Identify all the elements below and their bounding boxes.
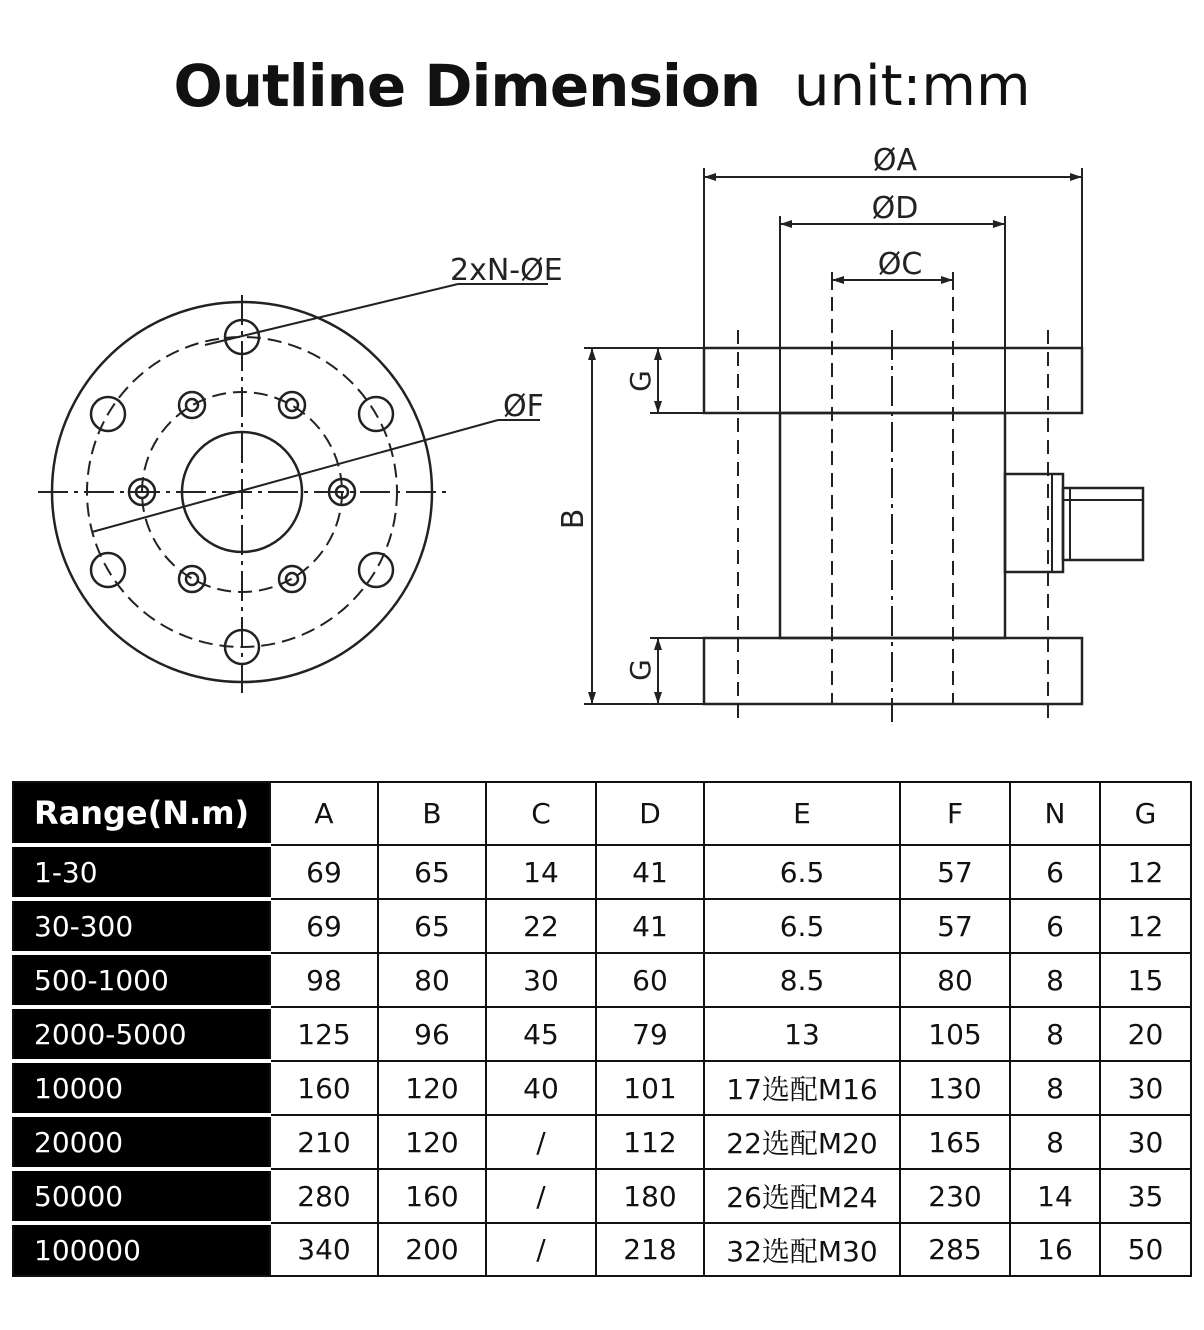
header-col-d: D xyxy=(596,782,704,845)
table-row xyxy=(13,1223,1191,1276)
header-row xyxy=(13,782,1191,845)
value-cell: 12 xyxy=(1100,845,1191,899)
table-row xyxy=(13,1115,1191,1169)
value-cell: 35 xyxy=(1100,1169,1191,1223)
range-cell: 30-300 xyxy=(13,899,270,953)
value-cell: 22选配M20 xyxy=(704,1115,900,1169)
connector-base xyxy=(1005,474,1063,572)
outline-drawing xyxy=(0,130,1204,730)
value-cell: 80 xyxy=(378,953,486,1007)
table-row xyxy=(13,845,1191,899)
label-flange-dia: ØA xyxy=(872,143,918,178)
title-main: Outline Dimension xyxy=(173,52,761,120)
value-cell: 65 xyxy=(378,845,486,899)
range-cell: 10000 xyxy=(13,1061,270,1115)
label-flange-thickness-top: G xyxy=(624,370,657,392)
value-cell: 57 xyxy=(900,899,1010,953)
value-cell: 8 xyxy=(1010,1007,1100,1061)
header-col-f: F xyxy=(900,782,1010,845)
header-col-g: G xyxy=(1100,782,1191,845)
value-cell: 80 xyxy=(900,953,1010,1007)
value-cell: 120 xyxy=(378,1061,486,1115)
value-cell: 14 xyxy=(1010,1169,1100,1223)
value-cell: 32选配M30 xyxy=(704,1223,900,1276)
value-cell: 130 xyxy=(900,1061,1010,1115)
header-col-b: B xyxy=(378,782,486,845)
value-cell: 125 xyxy=(270,1007,378,1061)
value-cell: 200 xyxy=(378,1223,486,1276)
value-cell: 30 xyxy=(1100,1115,1191,1169)
value-cell: 8 xyxy=(1010,953,1100,1007)
connector-plug xyxy=(1063,488,1143,560)
table-row xyxy=(13,953,1191,1007)
value-cell: 30 xyxy=(486,953,596,1007)
value-cell: 30 xyxy=(1100,1061,1191,1115)
label-flange-thickness-bottom: G xyxy=(624,659,657,681)
header-col-n: N xyxy=(1010,782,1100,845)
dimension-table xyxy=(12,781,1192,1277)
value-cell: 8.5 xyxy=(704,953,900,1007)
value-cell: 20 xyxy=(1100,1007,1191,1061)
value-cell: 96 xyxy=(378,1007,486,1061)
value-cell: 165 xyxy=(900,1115,1010,1169)
value-cell: 17选配M16 xyxy=(704,1061,900,1115)
value-cell: 12 xyxy=(1100,899,1191,953)
value-cell: 13 xyxy=(704,1007,900,1061)
range-cell: 20000 xyxy=(13,1115,270,1169)
value-cell: 14 xyxy=(486,845,596,899)
value-cell: 57 xyxy=(900,845,1010,899)
side-view xyxy=(584,168,1143,722)
value-cell: 45 xyxy=(486,1007,596,1061)
table-row xyxy=(13,1169,1191,1223)
value-cell: 6 xyxy=(1010,845,1100,899)
header-col-e: E xyxy=(704,782,900,845)
flange-hole xyxy=(359,553,393,587)
table-row xyxy=(13,1061,1191,1115)
value-cell: 340 xyxy=(270,1223,378,1276)
value-cell: 160 xyxy=(270,1061,378,1115)
dimension-arrows xyxy=(588,173,1082,704)
leader-bolt-circle xyxy=(92,420,498,532)
label-bore-dia: ØC xyxy=(877,247,923,282)
value-cell: 79 xyxy=(596,1007,704,1061)
value-cell: 280 xyxy=(270,1169,378,1223)
value-cell: 230 xyxy=(900,1169,1010,1223)
value-cell: 40 xyxy=(486,1061,596,1115)
value-cell: 41 xyxy=(596,899,704,953)
value-cell: 98 xyxy=(270,953,378,1007)
title-unit: unit:mm xyxy=(794,53,1031,119)
value-cell: 101 xyxy=(596,1061,704,1115)
value-cell: / xyxy=(486,1223,596,1276)
header-col-c: C xyxy=(486,782,596,845)
value-cell: 6.5 xyxy=(704,899,900,953)
value-cell: 210 xyxy=(270,1115,378,1169)
value-cell: 218 xyxy=(596,1223,704,1276)
value-cell: 120 xyxy=(378,1115,486,1169)
value-cell: 69 xyxy=(270,845,378,899)
label-body-dia: ØD xyxy=(871,191,919,226)
range-cell: 2000-5000 xyxy=(13,1007,270,1061)
range-cell: 50000 xyxy=(13,1169,270,1223)
value-cell: 8 xyxy=(1010,1115,1100,1169)
value-cell: 60 xyxy=(596,953,704,1007)
value-cell: 22 xyxy=(486,899,596,953)
value-cell: / xyxy=(486,1115,596,1169)
value-cell: 69 xyxy=(270,899,378,953)
table-header xyxy=(13,782,1191,845)
table-row xyxy=(13,1007,1191,1061)
range-cell: 500-1000 xyxy=(13,953,270,1007)
range-cell: 100000 xyxy=(13,1223,270,1276)
value-cell: 105 xyxy=(900,1007,1010,1061)
front-view xyxy=(38,284,548,698)
value-cell: 65 xyxy=(378,899,486,953)
label-bolt-holes: 2xN-ØE xyxy=(450,253,563,288)
value-cell: 180 xyxy=(596,1169,704,1223)
header-range: Range(N.m) xyxy=(13,782,270,845)
value-cell: 8 xyxy=(1010,1061,1100,1115)
page-title xyxy=(0,52,1204,120)
table-body xyxy=(13,845,1191,1276)
value-cell: 6.5 xyxy=(704,845,900,899)
value-cell: / xyxy=(486,1169,596,1223)
label-bolt-circle: ØF xyxy=(503,389,544,424)
value-cell: 15 xyxy=(1100,953,1191,1007)
value-cell: 50 xyxy=(1100,1223,1191,1276)
value-cell: 26选配M24 xyxy=(704,1169,900,1223)
header-col-a: A xyxy=(270,782,378,845)
value-cell: 16 xyxy=(1010,1223,1100,1276)
table-row xyxy=(13,899,1191,953)
value-cell: 285 xyxy=(900,1223,1010,1276)
value-cell: 6 xyxy=(1010,899,1100,953)
label-height: B xyxy=(556,508,591,530)
value-cell: 160 xyxy=(378,1169,486,1223)
range-cell: 1-30 xyxy=(13,845,270,899)
value-cell: 112 xyxy=(596,1115,704,1169)
value-cell: 41 xyxy=(596,845,704,899)
